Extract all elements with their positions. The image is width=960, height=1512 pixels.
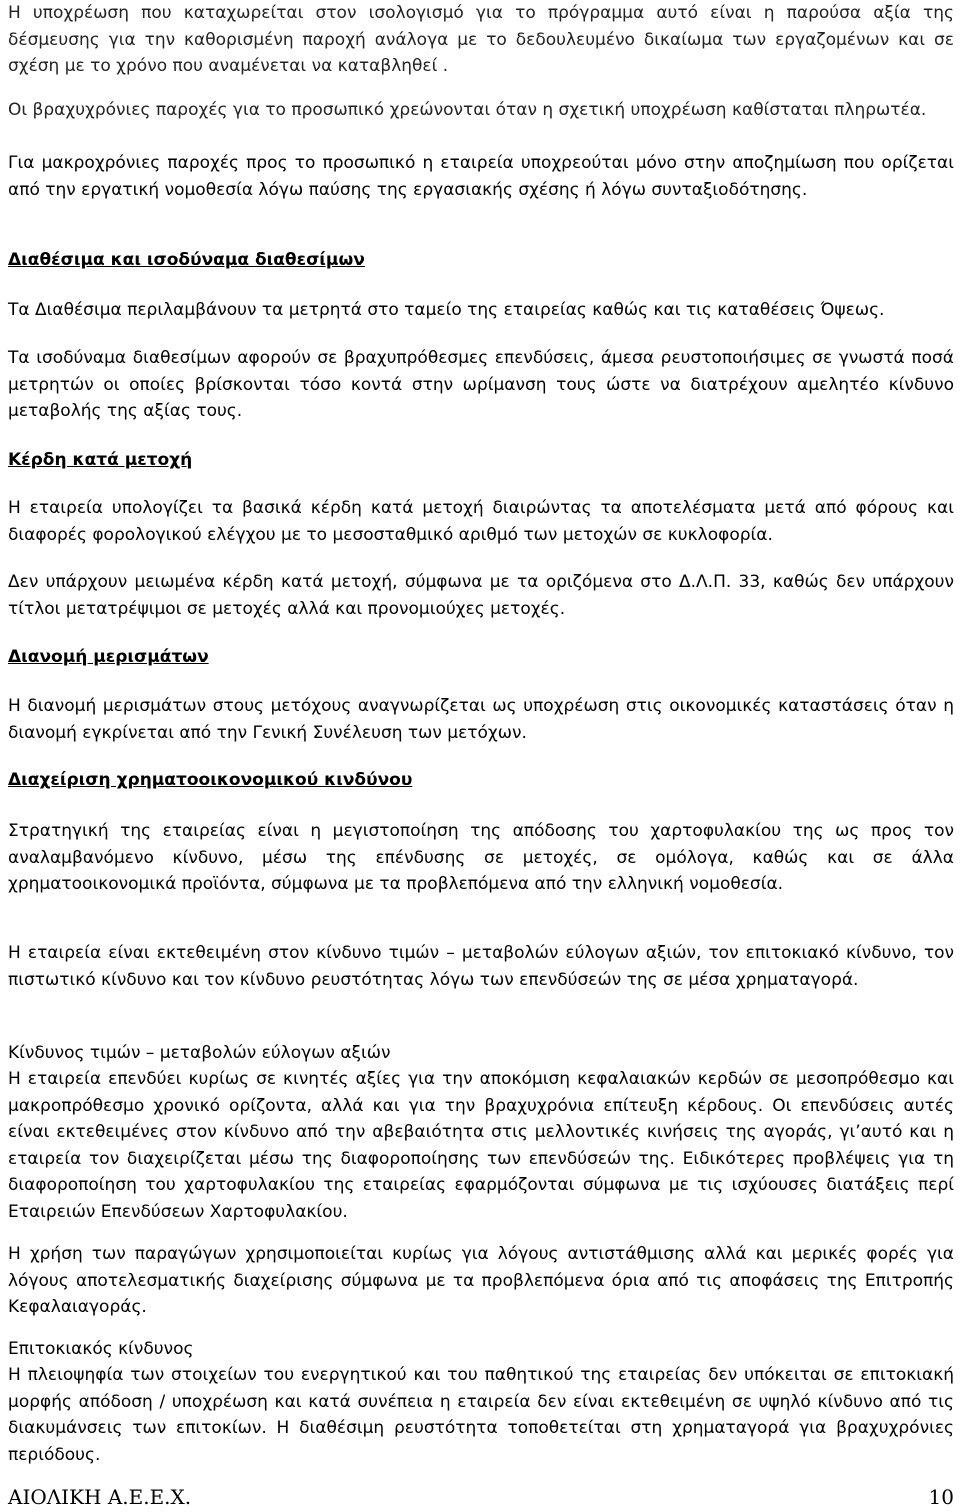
heading-dividends: Διανομή μερισμάτων — [8, 647, 209, 667]
paragraph-eps-calc: Η εταιρεία υπολογίζει τα βασικά κέρδη κατά μετοχή διαιρώντας τα αποτελέσματα μετά από φόρους και διαφορές φορολογικού ελέγχου με το μεσοσταθμικό αριθμό των μετοχών σε κυκλοφορία. — [8, 498, 954, 545]
paragraph-diluted-eps: Δεν υπάρχουν μειωμένα κέρδη κατά μετοχή, σύμφωνα με τα οριζόμενα στο Δ.Λ.Π. 33, καθώς δεν υπάρχουν τίτλοι μετατρέψιμοι σε μετοχές αλλά και προνομιούχες μετοχές. — [8, 572, 954, 619]
heading-earnings-per-share: Κέρδη κατά μετοχή — [8, 450, 193, 470]
paragraph-price-risk: Η εταιρεία επενδύει κυρίως σε κινητές αξίες για την αποκόμιση κεφαλαιακών κερδών σε μεσοπρόθεσμο και μακροπρόθεσμο χρονικό ορίζοντα, αλλά και για την βραχυχρόνια επίτευξη κέρδους. Οι επενδύσεις αυτές είναι εκτεθειμένες στον κίνδυνο από την αβεβαιότητα στις μελλοντικές κινήσεις της αγοράς, γι’αυτό και η εταιρεία τον διαχειρίζεται μέσω της διαφοροποίησης των επενδύσεών της. Ειδικότερες προβλέψεις για τη διαφοροποίηση του χαρτοφυλακίου της εταιρείας εφαρμόζονται σύμφωνα με τις ισχύουσες διατάξεις περί Εταιρειών Επενδύσεων Χαρτοφυλακίου. — [8, 1069, 954, 1222]
paragraph-cash-equivalents: Τα ισοδύναμα διαθεσίμων αφορούν σε βραχυπρόθεσμες επενδύσεις, άμεσα ρευστοποιήσιμες σε γνωστά ποσά μετρητών οι οποίες βρίσκονται τόσο κοντά στην ωρίμανση τους ώστε να διατρέχουν αμελητέο κίνδυνο μεταβολής της αξίας τους. — [8, 348, 954, 421]
subheading-price-risk: Κίνδυνος τιμών – μεταβολών εύλογων αξιών — [8, 1043, 391, 1063]
paragraph-cash: Τα Διαθέσιμα περιλαμβάνουν τα μετρητά στο ταμείο της εταιρείας καθώς και τις καταθέσεις Όψεως. — [8, 300, 885, 320]
subheading-interest-rate-risk: Επιτοκιακός κίνδυνος — [8, 1339, 194, 1359]
heading-risk-management: Διαχείριση χρηματοοικονομικού κινδύνου — [8, 770, 413, 790]
footer-company: ΑΙΟΛΙΚΗ Α.Ε.Ε.Χ. — [8, 1485, 192, 1509]
paragraph-short-term-benefits: Οι βραχυχρόνιες παροχές για το προσωπικό χρεώνονται όταν η σχετική υποχρέωση καθίσταται πληρωτέα. — [8, 100, 927, 120]
paragraph-strategy: Στρατηγική της εταιρείας είναι η μεγιστοποίηση της απόδοσης του χαρτοφυλακίου της ως προς τον αναλαμβανόμενο κίνδυνο, μέσω της επένδυσης σε μετοχές, σε ομόλογα, καθώς και σε άλλα χρηματοοικονομικά προϊόντα, σύμφωνα με τα προβλεπόμενα από την ελληνική νομοθεσία. — [8, 821, 954, 894]
paragraph-risk-exposure: Η εταιρεία είναι εκτεθειμένη στον κίνδυνο τιμών – μεταβολών εύλογων αξιών, τον επιτοκιακό κίνδυνο, τον πιστωτικό κίνδυνο και τον κίνδυνο ρευστότητας λόγω των επενδύσεών της σε μέσα χρηματαγορά. — [8, 943, 954, 990]
paragraph-interest-rate-risk: Η πλειοψηφία των στοιχείων του ενεργητικού και του παθητικού της εταιρείας δεν υπόκειται σε επιτοκιακή μορφής απόδοση / υποχρέωση και κατά συνέπεια η εταιρεία δεν είναι εκτεθειμένη σε υψηλό κίνδυνο από τις διακυμάνσεις των επιτοκίων. Η διαθέσιμη ρευστότητα τοποθετείται στη χρηματαγορά για βραχυχρόνιες περιόδους. — [8, 1365, 954, 1465]
paragraph-long-term-benefits: Για μακροχρόνιες παροχές προς το προσωπικό η εταιρεία υποχρεούται μόνο στην αποζημίωση που ορίζεται από την εργατική νομοθεσία λόγω παύσης της εργασιακής σχέσης ή λόγω συνταξιοδότησης. — [8, 153, 954, 200]
paragraph-obligation: Η υποχρέωση που καταχωρείται στον ισολογισμό για το πρόγραμμα αυτό είναι η παρούσα αξία της δέσμευσης για την καθορισμένη παροχή ανάλογα με το δεδουλευμένο δικαίωμα των εργαζομένων και σε σχέση με το χρόνο που αναμένεται να καταβληθεί . — [8, 3, 954, 76]
paragraph-dividends: Η διανομή μερισμάτων στους μετόχους αναγνωρίζεται ως υποχρέωση στις οικονομικές καταστάσεις όταν η διανομή εγκρίνεται από την Γενική Συνέλευση των μετόχων. — [8, 696, 954, 743]
heading-cash-equivalents: Διαθέσιμα και ισοδύναμα διαθεσίμων — [8, 250, 365, 270]
paragraph-derivatives: Η χρήση των παραγώγων χρησιμοποιείται κυρίως για λόγους αντιστάθμισης αλλά και μερικές φορές για λόγους αποτελεσματικής διαχείρισης σύμφωνα με τα προβλεπόμενα όρια από τις αποφάσεις της Επιτροπής Κεφαλαιαγοράς. — [8, 1244, 954, 1317]
footer-page-number: 10 — [928, 1485, 954, 1509]
